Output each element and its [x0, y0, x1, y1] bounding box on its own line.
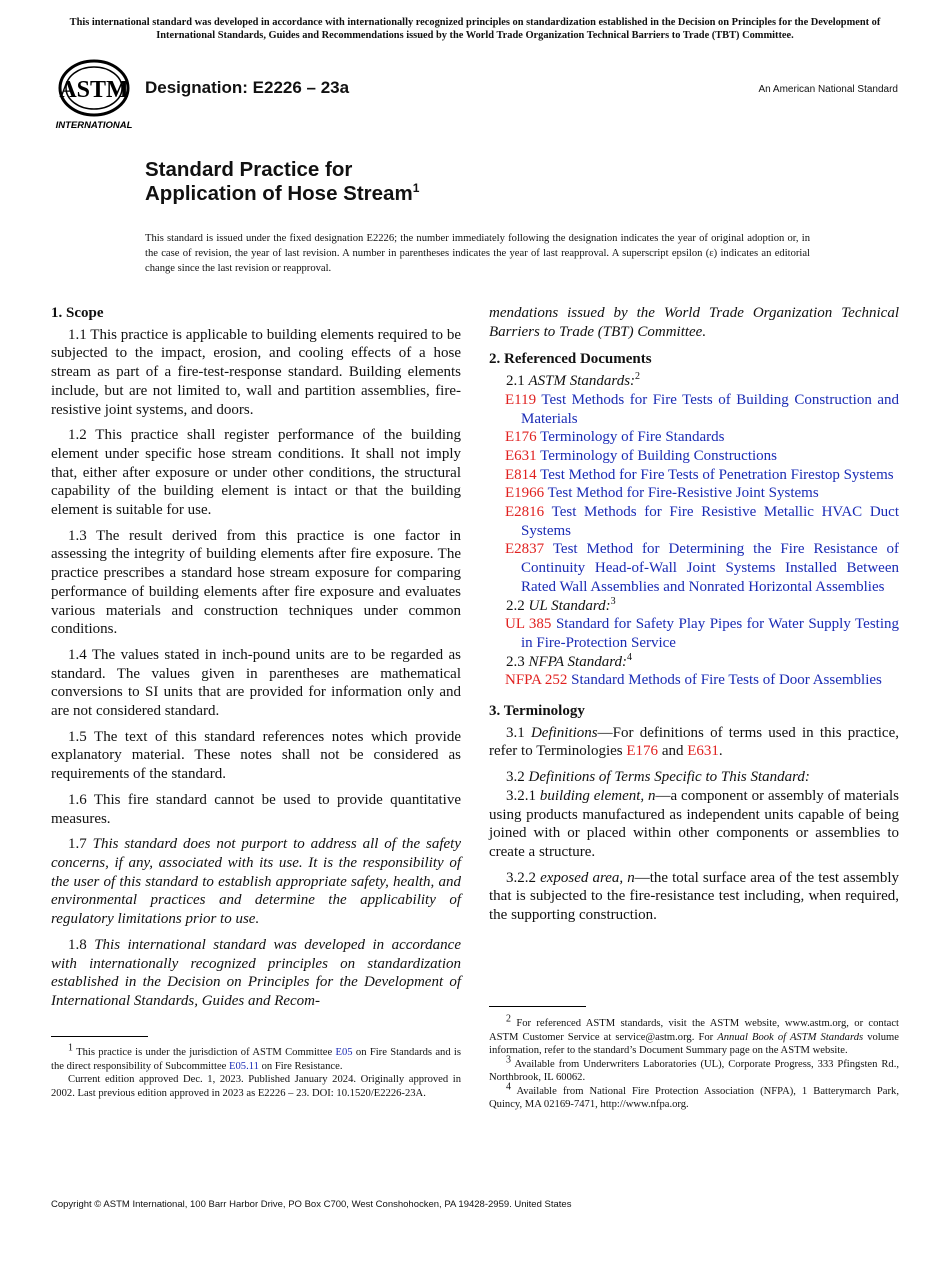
- footnote-2: [489, 1013, 899, 1058]
- footnote-rule-right: [489, 1006, 586, 1007]
- nfpa-num: 2.3: [506, 653, 525, 670]
- para-1-8-text-cont: mendations issued by the World Trade Organization Technical Barriers to Trade (TBT) Committee.: [489, 305, 899, 340]
- footnote-1: [51, 1042, 462, 1073]
- para-3-1-term: Definitions: [530, 724, 598, 741]
- reference-title-link[interactable]: Test Method for Fire Tests of Penetration Firestop Systems: [540, 466, 894, 483]
- right-column: [489, 304, 899, 932]
- logo-label: INTERNATIONAL: [55, 120, 133, 131]
- para-3-2-1-num: 3.2.1: [506, 787, 536, 804]
- reference-code-link[interactable]: NFPA 252: [505, 672, 568, 689]
- nfpa-label: NFPA Standard:: [528, 653, 627, 670]
- footnote-3-mark: 3: [506, 1053, 511, 1065]
- astm-standards-label: [489, 372, 899, 391]
- para-1-4: 1.4 The values stated in inch-pound units are to be regarded as standard. The values given in parentheses are mathematical conversions to SI units that are provided for information only and are not considered standard.: [51, 646, 461, 720]
- ul-num: 2.2: [506, 597, 525, 614]
- reference-item[interactable]: [489, 503, 899, 540]
- logo-letters: ASTM: [59, 77, 129, 103]
- reference-title-link[interactable]: Test Methods for Fire Tests of Building Construction and Materials: [521, 391, 900, 427]
- para-3-1-num: 3.1: [506, 724, 525, 741]
- reference-code-link[interactable]: E814: [505, 466, 537, 483]
- ul-footnote-mark: 3: [610, 595, 616, 607]
- footnote-3: [489, 1053, 899, 1085]
- reference-code-link[interactable]: E2837: [505, 541, 545, 558]
- reference-code-link[interactable]: E631: [505, 447, 537, 464]
- reference-item[interactable]: [489, 671, 899, 690]
- astm-footnote-mark: 2: [635, 371, 641, 383]
- footnote-2-mark: 2: [506, 1013, 511, 1025]
- footnote-2-italic: Annual Book of ASTM Standards: [717, 1031, 864, 1043]
- astm-label: ASTM Standards:: [528, 373, 636, 390]
- referenced-heading: 2. Referenced Documents: [489, 351, 652, 368]
- title-line-1: Standard Practice for: [145, 158, 353, 181]
- para-3-1-end: .: [718, 743, 723, 760]
- reference-title-link[interactable]: Test Method for Determining the Fire Resistance of Continuity Head-of-Wall Joint Systems Installed Between Rated Wall Assemblies and Nonrated Horizontal Assemblies: [521, 541, 900, 595]
- para-1-3: 1.3 The result derived from this practice is one factor in assessing the integrity of building elements after fire exposure. The practice prescribes a standard hose stream exposure for comparing performance of building elements after fire exposure and evaluates various materials and construction techniques under common conditions.: [51, 527, 461, 638]
- footnote-rule-left: [51, 1036, 148, 1037]
- footnote-1-mark: 1: [68, 1042, 73, 1054]
- footnote-1-text-b: on Fire Standards and is the direct responsibility of Subcommittee: [51, 1047, 462, 1072]
- footnote-2-text-a: For referenced ASTM standards, visit the ASTM website, www.astm.org, or contact ASTM Customer Service at service@astm.org. For: [489, 1018, 899, 1043]
- reference-item[interactable]: [489, 484, 899, 503]
- footnote-4: [489, 1080, 899, 1112]
- para-1-7-text: This standard does not purport to address all of the safety concerns, if any, associated with its use. It is the responsibility of the user of this standard to establish appropriate safety, health, and environmental practices and determine the applicability of regulatory limitations prior to use.: [51, 836, 462, 928]
- para-1-8-num: 1.8: [68, 936, 87, 953]
- para-3-1-text: —For definitions of terms used in this practice, refer to Terminologies: [489, 724, 899, 760]
- footnote-1-edition: Current edition approved Dec. 1, 2023. Published January 2024. Originally approved in 2002. Last previous edition approved in 2023 as E2226 – 23. DOI: 10.1520/E2226-23A.: [51, 1074, 461, 1099]
- issued-note: This standard is issued under the fixed designation E2226; the number immediately following the designation indicates the year of original adoption or, in the case of revision, the year of last revision. A number in parentheses indicates the year of last reapproval. A superscript epsilon (ε) indicates an editorial change since the last revision or reapproval.: [145, 233, 810, 274]
- para-3-2-2: [489, 869, 899, 925]
- reference-item[interactable]: [489, 466, 899, 485]
- astm-num: 2.1: [506, 373, 525, 390]
- footnote-2-text-b: volume information, refer to the standard’s Document Summary page on the ASTM website.: [489, 1031, 899, 1056]
- committee-e05-link[interactable]: E05: [335, 1047, 353, 1058]
- title-line-2: [145, 182, 419, 206]
- para-1-7: [51, 835, 461, 929]
- reference-item[interactable]: [489, 428, 899, 447]
- scope-heading: 1. Scope: [51, 305, 104, 321]
- ul-standard-label: [489, 597, 899, 616]
- astm-reference-list: [489, 391, 899, 597]
- footnote-1-text-c: on Fire Resistance.: [258, 1060, 343, 1072]
- para-3-2: [489, 768, 899, 787]
- para-1-5: 1.5 The text of this standard references notes which provide explanatory material. These notes shall not be considered as requirements of the standard.: [51, 728, 461, 783]
- reference-title-link[interactable]: Terminology of Building Constructions: [540, 447, 778, 464]
- reference-title-link[interactable]: Test Method for Fire-Resistive Joint Systems: [547, 485, 819, 502]
- reference-title-link[interactable]: Terminology of Fire Standards: [540, 429, 725, 446]
- footnote-3-text: Available from Underwriters Laboratories (UL), Corporate Progress, 333 Pfingsten Rd., Northbrook, IL 60062.: [489, 1058, 899, 1083]
- terminology-heading: 3. Terminology: [489, 703, 585, 720]
- e176-link[interactable]: E176: [626, 743, 659, 760]
- para-3-2-2-num: 3.2.2: [506, 869, 536, 886]
- para-3-2-1: [489, 787, 899, 862]
- ul-label: UL Standard:: [528, 597, 611, 614]
- para-3-1: [489, 724, 899, 761]
- astm-logo: [54, 58, 134, 132]
- para-3-2-1-term: building element, n: [539, 787, 656, 804]
- reference-title-link[interactable]: Standard Methods of Fire Tests of Door Assemblies: [571, 672, 882, 689]
- e631-link[interactable]: E631: [687, 743, 719, 760]
- copyright-notice: Copyright © ASTM International, 100 Barr Harbor Drive, PO Box C700, West Conshohocken, PA 19428-2959. United States: [51, 1199, 572, 1210]
- reference-code-link[interactable]: E119: [505, 391, 537, 408]
- reference-code-link[interactable]: E2816: [505, 504, 545, 521]
- designation: Designation: E2226 – 23a: [145, 78, 350, 97]
- para-3-2-term: Definitions of Terms Specific to This Standard:: [528, 769, 810, 786]
- footnote-4-mark: 4: [506, 1080, 511, 1092]
- page-title: [145, 158, 419, 206]
- para-3-2-1-text: —a component or assembly of materials using products manufactured as independent units capable of being joined with or placed within other components or assemblies to create a structure.: [489, 787, 899, 860]
- para-3-2-num: 3.2: [506, 769, 525, 786]
- para-1-6: 1.6 This fire standard cannot be used to provide quantitative measures.: [51, 791, 461, 827]
- footnotes-left: [51, 1042, 462, 1100]
- para-1-8-text: This international standard was developed in accordance with internationally recognized principles on standardization established in the Decision on Principles for the Development of International Standards, Guides and Recom-: [51, 936, 461, 1009]
- nfpa-footnote-mark: 4: [626, 651, 632, 663]
- reference-item[interactable]: [489, 391, 899, 428]
- nfpa-standard-label: [489, 653, 899, 672]
- para-3-1-and: and: [658, 743, 688, 760]
- tbt-notice: This international standard was developed in accordance with internationally recognized principles on standardization established in the Decision on Principles for the Development of International Standards, Guides and Recommendations issued by the World Trade Organization Technical Barriers to Trade (TBT) Committee.: [69, 17, 881, 41]
- para-3-2-2-text: —the total surface area of the test assembly that is subjected to the fire-resistance test including, when required, the supporting construction.: [489, 869, 900, 924]
- title-line-2-text: Application of Hose Stream: [145, 182, 413, 205]
- reference-item[interactable]: [489, 447, 899, 466]
- para-1-8-continued: [489, 304, 899, 341]
- para-1-8: [51, 936, 461, 1011]
- para-1-2: 1.2 This practice shall register performance of the building element under specific hose stream conditions. It shall not imply that, either after exposure or under other conditions, the structural capability of the building element is intact or that the building element is suitable for use.: [51, 427, 461, 519]
- footnote-1-text-a: This practice is under the jurisdiction of ASTM Committee: [73, 1047, 336, 1058]
- reference-item[interactable]: [489, 615, 899, 652]
- subcommittee-e05-11-link[interactable]: E05.11: [229, 1060, 259, 1072]
- reference-code-link[interactable]: E176: [505, 429, 537, 446]
- para-1-1: 1.1 This practice is applicable to building elements required to be subjected to the impact, erosion, and cooling effects of a hose stream as part of a fire-test-response standard. Building elements include, but are not limited to, wall and partition assemblies, fire-resistive joint systems, and doors.: [51, 326, 461, 418]
- reference-title-link[interactable]: Standard for Safety Play Pipes for Water Supply Testing in Fire-Protection Service: [521, 616, 899, 651]
- reference-title-link[interactable]: Test Methods for Fire Resistive Metallic HVAC Duct Systems: [521, 504, 900, 539]
- reference-item[interactable]: [489, 540, 899, 596]
- reference-code-link[interactable]: UL 385: [505, 616, 552, 633]
- para-1-7-num: 1.7: [68, 836, 87, 853]
- footnote-4-text: Available from National Fire Protection Association (NFPA), 1 Batterymarch Park, Quincy, MA 02169-7471, http://www.nfpa.org.: [489, 1085, 899, 1110]
- reference-code-link[interactable]: E1966: [505, 485, 545, 502]
- american-national-standard: An American National Standard: [758, 84, 898, 95]
- footnotes-right: [489, 1013, 899, 1112]
- left-column: [51, 304, 461, 1011]
- title-footnote-mark: 1: [412, 181, 420, 196]
- para-3-2-2-term: exposed area, n: [540, 869, 635, 886]
